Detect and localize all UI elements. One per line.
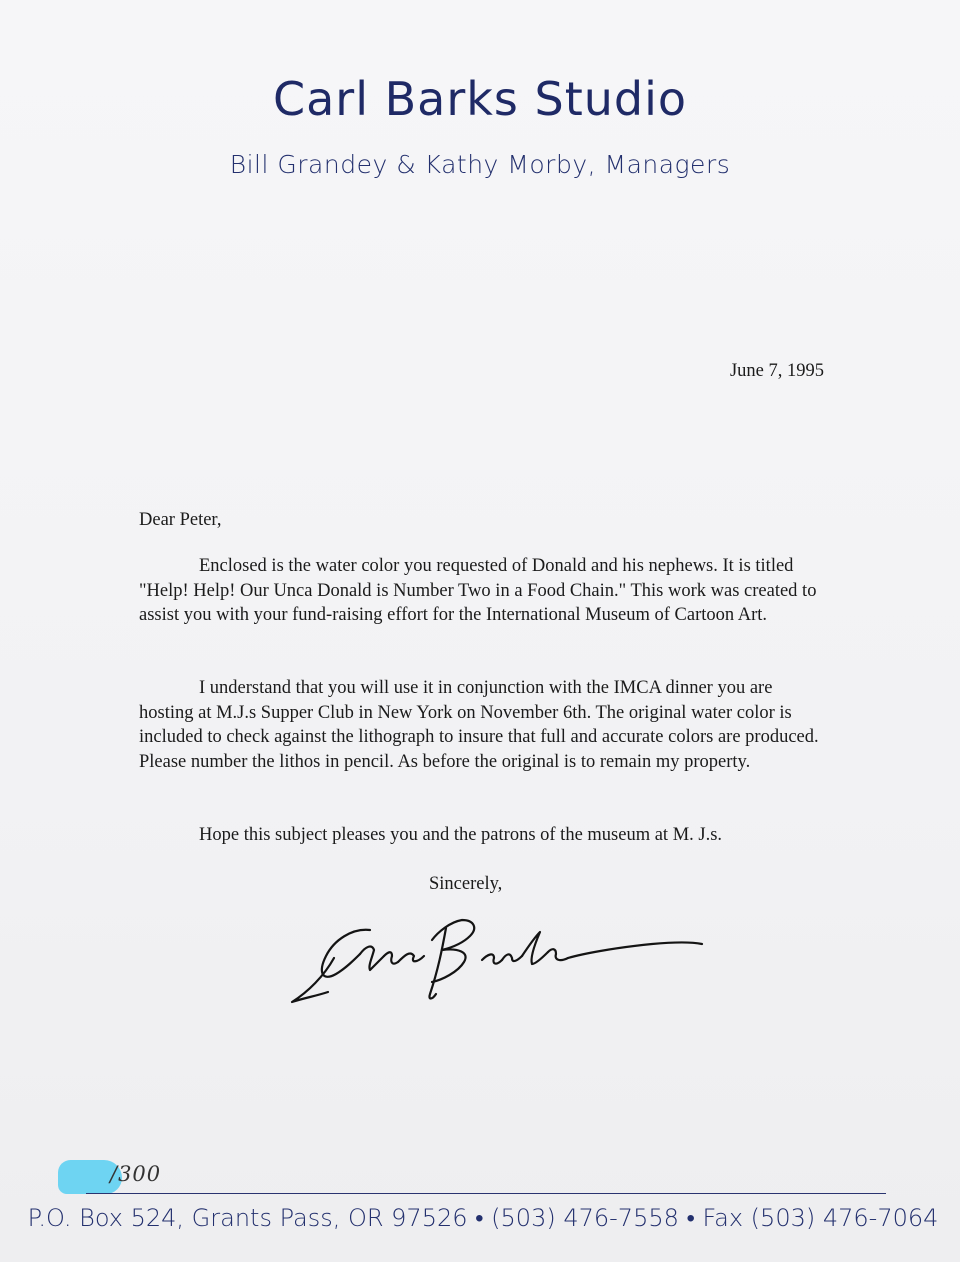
- letterhead-managers: Bill Grandey & Kathy Morby, Managers: [229, 150, 731, 179]
- footer-divider: [86, 1193, 886, 1194]
- paragraph-3: Hope this subject pleases you and the patrons of the museum at M. J.s.: [199, 825, 723, 845]
- edition-number: [58, 1156, 198, 1198]
- letterhead-studio-name: Carl Barks Studio: [272, 72, 688, 126]
- paragraph-1: Enclosed is the water color you requested of Donald and his nephews. It is titled "Help! Help! Our Unca Donald is Number Two in a Food Chain." This work was created to assist you with your fund-raising effort for the International Museum of Cartoon Art.: [139, 556, 817, 625]
- edition-number-text: /300: [110, 1162, 162, 1186]
- closing: Sincerely,: [429, 874, 503, 894]
- salutation: Dear Peter,: [139, 510, 222, 530]
- handwritten-signature: [282, 910, 722, 1014]
- footer-address: P.O. Box 524, Grants Pass, OR 97526 • (503) 476-7558 • Fax (503) 476-7064: [27, 1204, 939, 1232]
- letter-date: June 7, 1995: [729, 361, 824, 381]
- paragraph-2: I understand that you will use it in conjunction with the IMCA dinner you are hosting at M.J.s Supper Club in New York on November 6th. The original water color is included to check against the lithograph to insure that full and accurate colors are produced. Please number the lithos in pencil. As before the original is to remain my property.: [139, 678, 819, 772]
